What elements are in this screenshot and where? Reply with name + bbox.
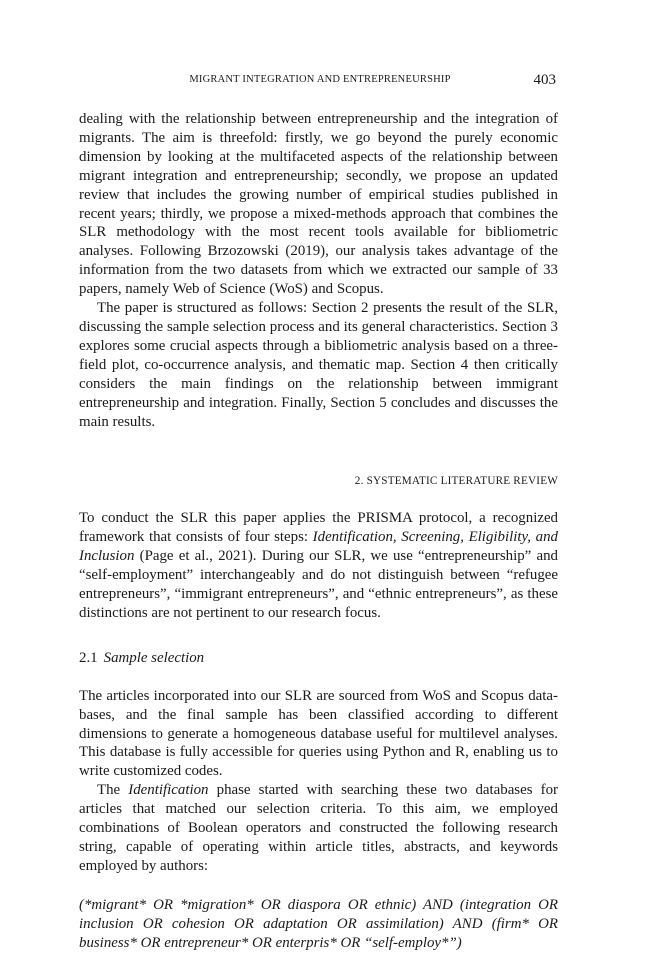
identification-term: Identification [128,782,209,799]
subsection-paragraph-2-text-2: phase started with searching these two databases for articles that matched our selection criteria. To this aim, we employed combinations of Boolean operators and constructed the following research string, capable of operating within article titles, abstracts, and keywords employed by authors: [79,782,558,874]
page-number: 403 [533,72,556,88]
search-query: (*migrant* OR *migration* OR diaspora OR ethnic) AND (integration OR inclusion OR cohesion OR adaptation OR assimilation) AND (firm* OR business* OR entrepreneur* OR enterpris* OR “self-employ*”) [79,896,558,951]
subsection-title: Sample selection [103,649,205,666]
subsection-paragraph-2 [79,781,558,876]
running-title: MIGRANT INTEGRATION AND ENTREPRENEURSHIP [189,74,451,85]
subsection-paragraph-2-text-1: The [97,782,129,799]
section-paragraph [79,509,558,622]
running-header [0,72,650,92]
subsection-number: 2.1 [79,649,98,666]
intro-paragraph-1: dealing with the relationship between entrepreneurship and the integration of migrants. The aim is threefold: firstly, we go beyond the purely economic dimension by looking at the multifaceted aspects of the relationship between migrant integration and entrepreneurship; secondly, we propose an updated review that includes the growing number of empirical studies published in recent years; thirdly, we propose a mixed-methods approach that combines the SLR methodology with the most recent tools available for bibliometric analyses. Following Brzozowski (2019), our analysis takes advantage of the information from the two datasets from which we extracted our sample of 33 papers, namely Web of Science (WoS) and Scopus. [79,111,558,298]
section-paragraph-text-1: To conduct the SLR this paper applies the PRISMA protocol, a recognized framework that consists of four steps: [79,510,558,546]
intro-paragraph-2: The paper is structured as follows: Section 2 presents the result of the SLR, discussing the sample selection process and its general characteristics. Section 3 explores some crucial aspects through a bibliometric analysis based on a three-field plot, co-occurrence analysis, and thematic map. Section 4 then critically considers the main findings on the relationship between immigrant entrepreneurship and integration. Finally, Section 5 concludes and discusses the main results. [79,300,558,430]
subsection-heading [79,649,558,668]
subsection-paragraph-1: The articles incorporated into our SLR are sourced from WoS and Scopus databases, and the final sample has been classified according to different dimensions to generate a homogeneous database useful for multilevel analyses. This database is fully accessible for queries using Python and R, enabling us to write customized codes. [79,687,558,780]
body-text [79,110,558,953]
section-paragraph-text-2: (Page et al., 2021). During our SLR, we use “entrepreneurship” and “self-employment” interchangeably and do not distinguish between “refugee entrepreneurs”, “immigrant entrepreneurs”, and “ethnic entrepreneurs”, as these distinctions are not pertinent to our research focus. [79,548,558,621]
prisma-steps: Identification, Screening, Eligibility, and Inclusion [79,529,558,565]
section-heading: 2. SYSTEMATIC LITERATURE REVIEW [354,475,558,488]
